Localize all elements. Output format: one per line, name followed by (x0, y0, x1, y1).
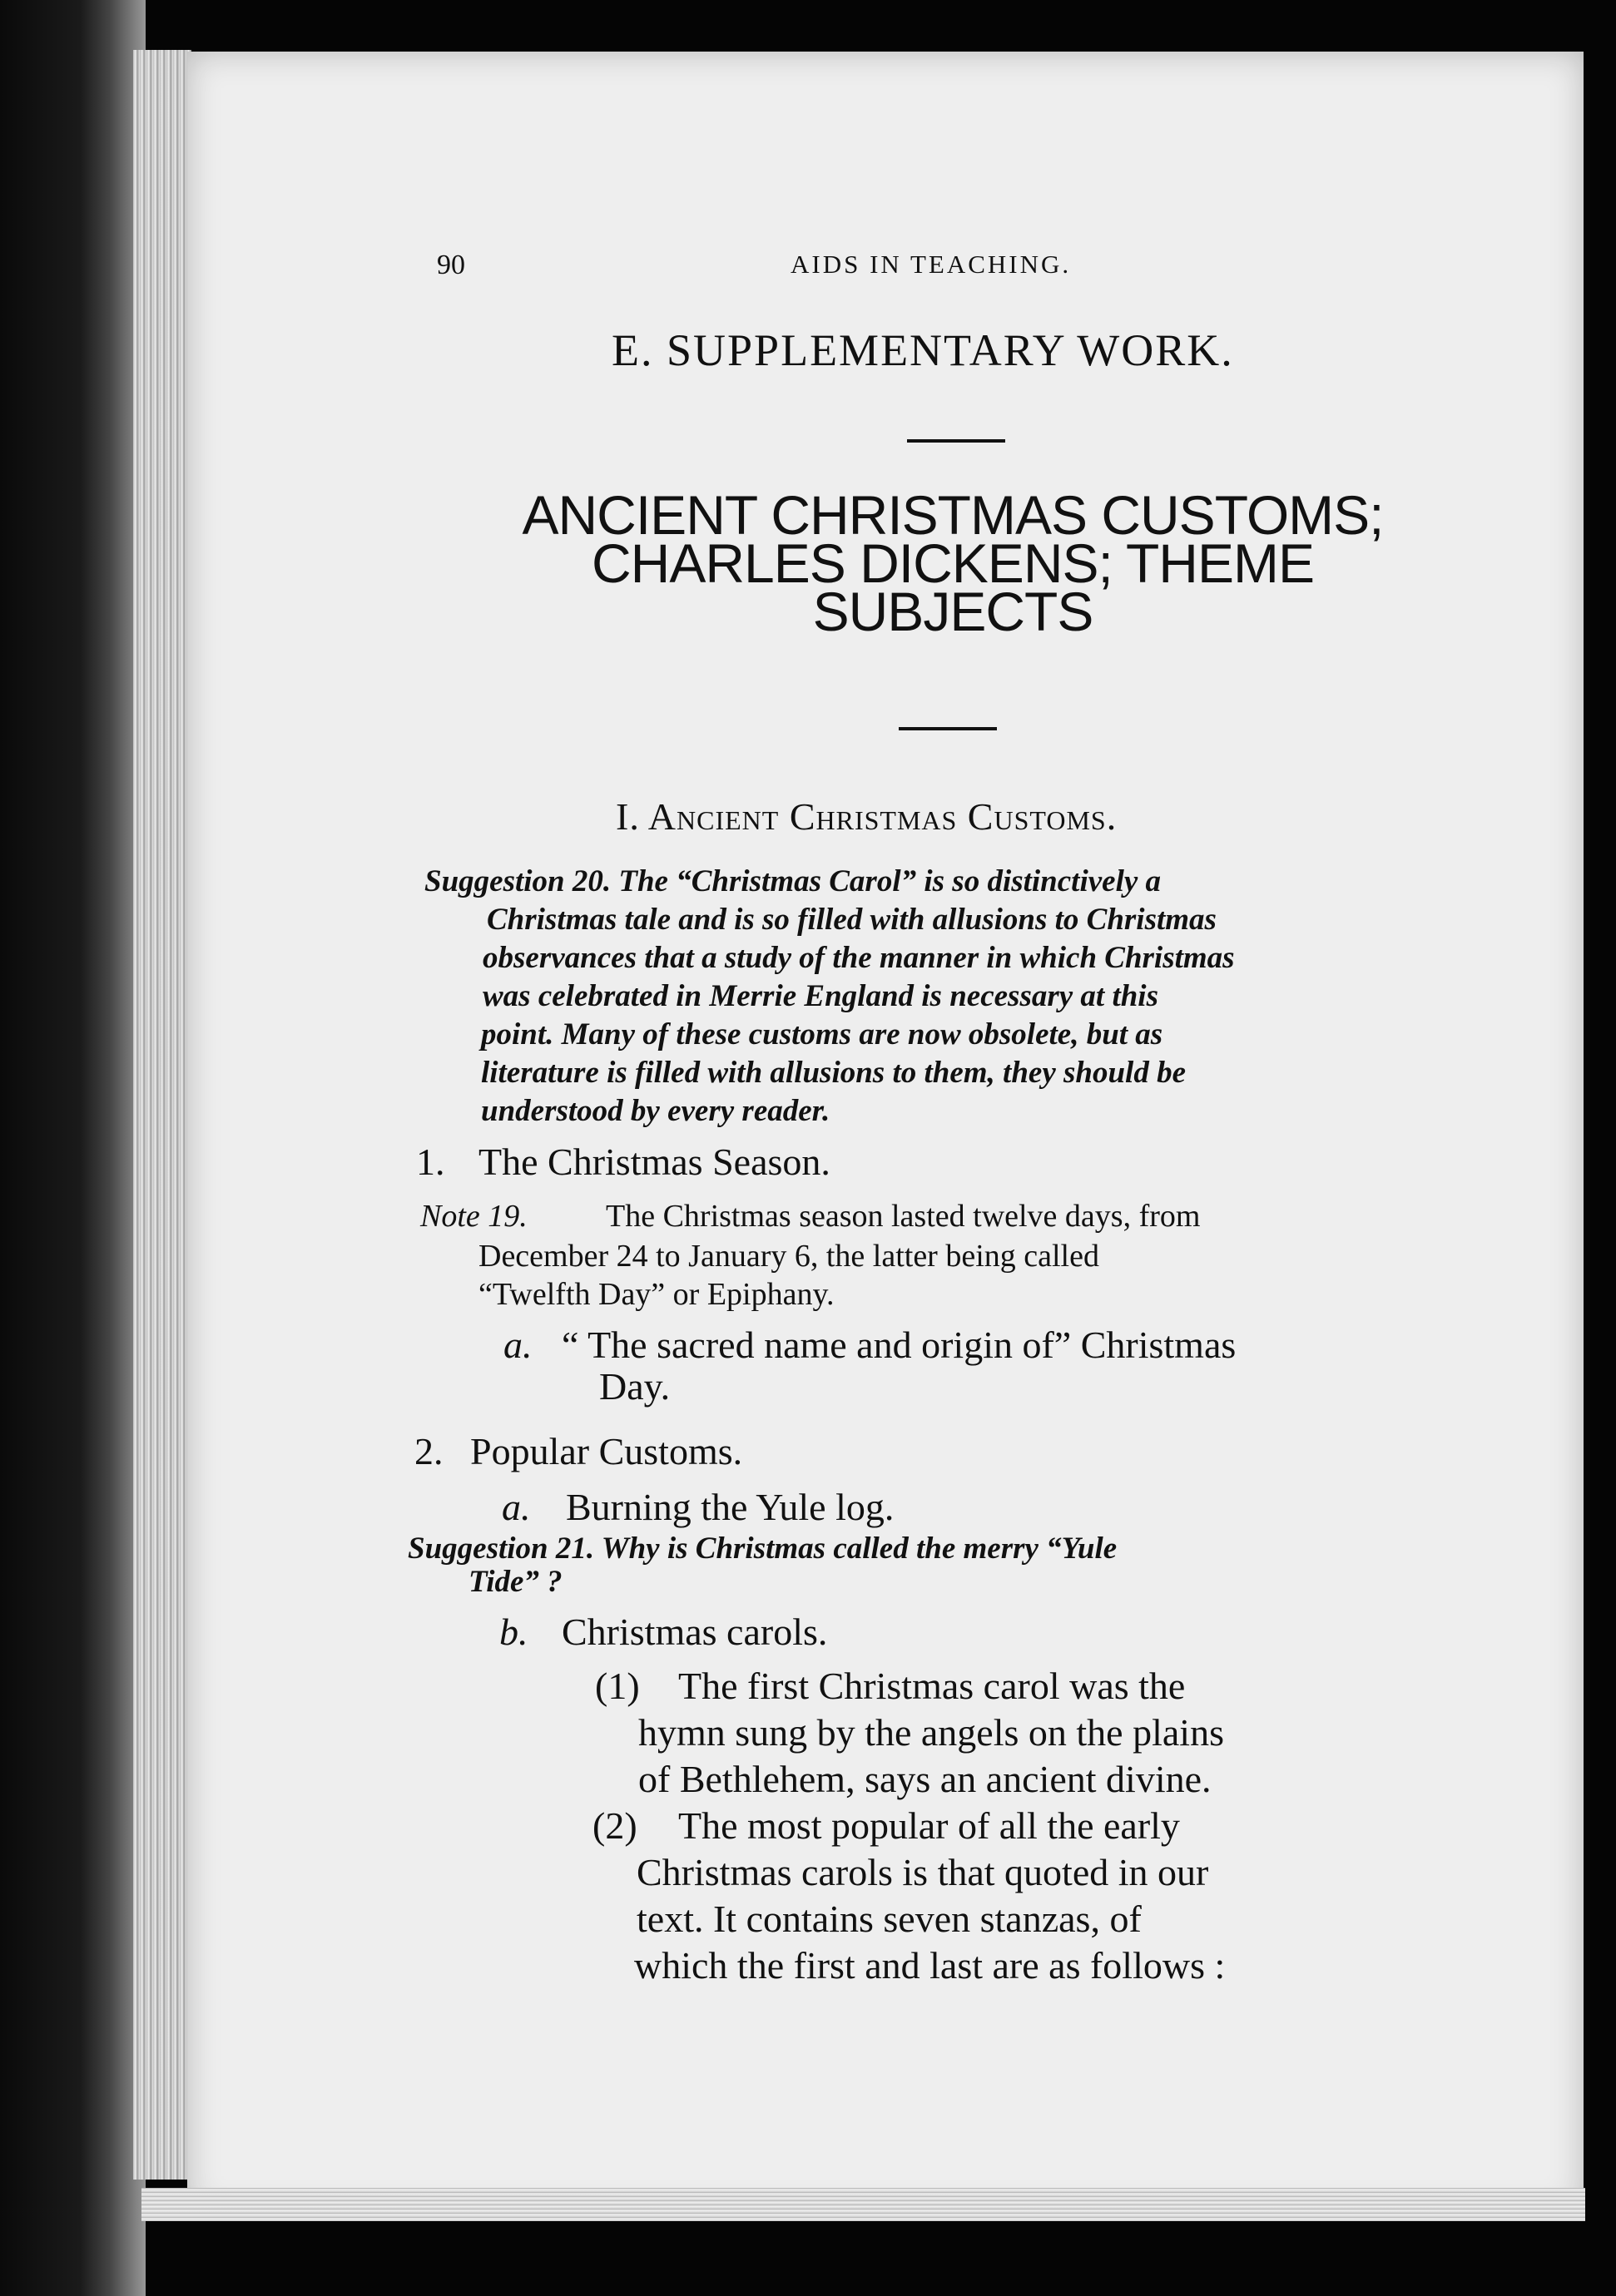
note-label: Note 19. (420, 1199, 528, 1234)
item-number: (1) (595, 1665, 640, 1707)
item-text: “ The sacred name and origin of” Christmas (562, 1324, 1237, 1366)
item-number: (2) (592, 1804, 637, 1847)
item-letter: a. (503, 1324, 533, 1366)
section-title: E. SUPPLEMENTARY WORK. (612, 325, 1234, 375)
suggestion-line: Tide” ? (468, 1565, 563, 1599)
divider-rule (907, 439, 1005, 443)
item-text: Christmas carols is that quoted in our (637, 1851, 1209, 1893)
item-number: 2. (414, 1430, 444, 1472)
page-edges (133, 50, 191, 2180)
suggestion-line: understood by every reader. (481, 1094, 830, 1128)
item-text: Burning the Yule log. (566, 1486, 895, 1528)
item-text: which the first and last are as follows : (634, 1944, 1226, 1987)
subsection-title: I. Ancient Christmas Customs. (616, 795, 1118, 838)
item-letter: b. (499, 1611, 528, 1653)
item-text: hymn sung by the angels on the plains (638, 1711, 1224, 1754)
suggestion-line: literature is filled with allusions to them, they should be (481, 1056, 1187, 1090)
suggestion-line: Suggestion 20. The “Christmas Carol” is so distinctively a (424, 864, 1162, 898)
page-number: 90 (437, 250, 465, 280)
chapter-heading-line: CHARLES DICKENS; THEME (592, 532, 1314, 594)
note-line: “Twelfth Day” or Epiphany. (478, 1277, 835, 1312)
item-title: The Christmas Season. (478, 1141, 830, 1183)
page-bottom-edges (141, 2188, 1585, 2221)
chapter-heading-line: ANCIENT CHRISTMAS CUSTOMS; (522, 484, 1384, 546)
item-text: Christmas carols. (562, 1611, 828, 1653)
note-line: The Christmas season lasted twelve days, from (606, 1199, 1201, 1234)
suggestion-line: Christmas tale and is so filled with allusions to Christmas (487, 903, 1217, 937)
book-spine (0, 0, 146, 2296)
item-text: The most popular of all the early (678, 1804, 1180, 1847)
divider-rule (899, 727, 997, 730)
note-line: December 24 to January 6, the latter being called (478, 1239, 1099, 1274)
item-number: 1. (416, 1141, 445, 1183)
item-text: Day. (599, 1365, 671, 1408)
item-text: of Bethlehem, says an ancient divine. (638, 1758, 1212, 1800)
item-title: Popular Customs. (470, 1430, 743, 1472)
item-text: The first Christmas carol was the (678, 1665, 1186, 1707)
chapter-heading (433, 484, 1473, 642)
item-letter: a. (502, 1486, 531, 1528)
running-head: AIDS IN TEACHING. (791, 250, 1072, 279)
suggestion-line: Suggestion 21. Why is Christmas called the merry “Yule (408, 1531, 1118, 1566)
suggestion-line: was celebrated in Merrie England is necessary at this (483, 979, 1158, 1013)
suggestion-line: point. Many of these customs are now obsolete, but as (481, 1017, 1163, 1052)
chapter-heading-line: SUBJECTS (812, 581, 1093, 642)
suggestion-line: observances that a study of the manner in which Christmas (483, 941, 1235, 975)
item-text: text. It contains seven stanzas, of (637, 1898, 1142, 1940)
